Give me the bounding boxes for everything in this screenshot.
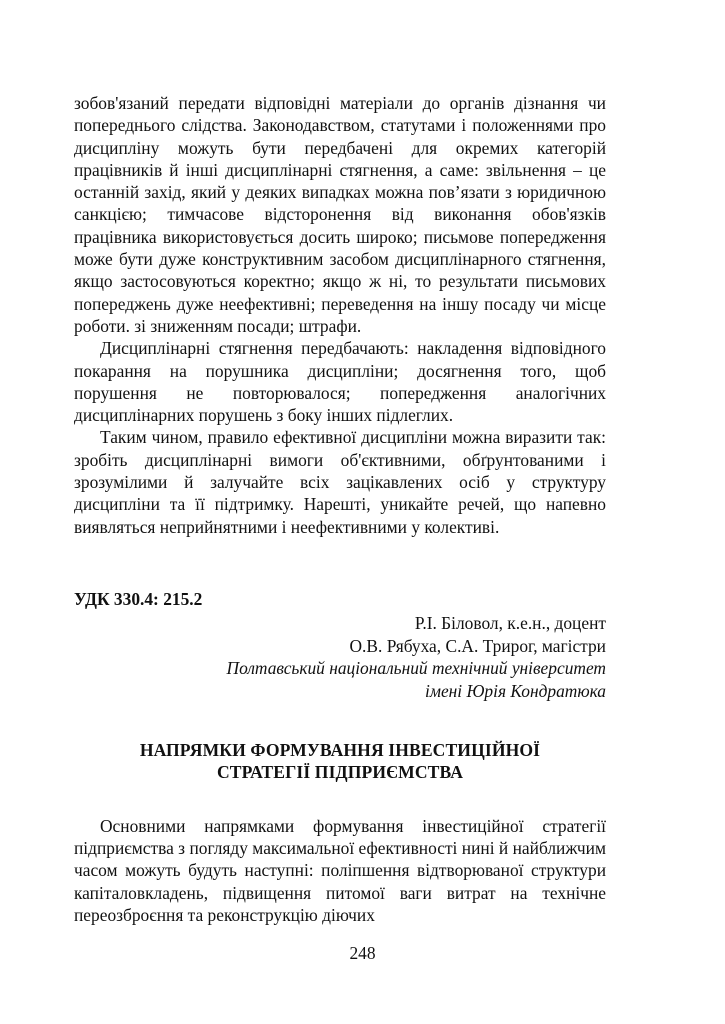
paragraph-disciplinary-actions: Дисциплінарні стягнення передбачають: накладення відповідного покарання на порушника дисципліни; досягнення того, щоб порушення не повторювалося; попередження аналогічних дисциплінарних порушень з боку інших підлеглих. — [74, 338, 606, 426]
page-content — [74, 92, 606, 926]
author-line-1: Р.І. Біловол, к.е.н., доцент — [414, 613, 606, 634]
paragraph-continuation: зобов'язаний передати відповідні матеріали до органів дізнання чи попереднього слідства. Законодавством, статутами і положеннями про дисципліну можуть бути передбачені для окремих категорій працівників й інші дисциплінарні стягнення, а саме: звільнення – це останній захід, який у деяких випадках можна пов’язати з юридичною санкцією; тимчасове відсторонення від виконання обов'язків працівника використовується досить широко; письмове попередження може бути дуже конструктивним засобом дисциплінарного стягнення, якщо застосовуються коректно; якщо ж ні, то результати письмових попереджень дуже неефективні; переведення на іншу посаду чи місце роботи. зі зниженням посади; штрафи. — [74, 93, 606, 336]
article-title-line-1: НАПРЯМКИ ФОРМУВАННЯ ІНВЕСТИЦІЙНОЇ — [139, 739, 541, 760]
author-line-2: О.В. Рябуха, С.А. Трирог, магістри — [349, 635, 606, 656]
affiliation-line-2: імені Юрія Кондратюка — [425, 681, 606, 702]
article-title-line-2: СТРАТЕГІЇ ПІДПРИЄМСТВА — [216, 762, 464, 783]
paragraph-conclusion: Таким чином, правило ефективної дисципліни можна виразити так: зробіть дисциплінарні вимоги об'єктивними, обґрунтованими і зрозумілими й залучайте всіх зацікавлених осіб у структуру дисципліни та її підтримку. Нарешті, уникайте речей, що напевно виявляться неприйнятними і неефективними у колективі. — [74, 427, 606, 537]
article-title — [74, 739, 606, 784]
affiliation-line-1: Полтавський національний технічний університет — [226, 658, 606, 679]
page-number: 248 — [349, 943, 376, 963]
author-block — [74, 612, 606, 702]
udk-code: УДК 330.4: 215.2 — [74, 588, 203, 609]
article-body-paragraph: Основними напрямками формування інвестиційної стратегії підприємства з погляду максимальної ефективності нині й найближчим часом можуть будуть наступні: поліпшення відтворюваної структури капіталовкладень, підвищення питомої ваги витрат на технічне переозброєння та реконструкцію діючих — [74, 815, 606, 925]
